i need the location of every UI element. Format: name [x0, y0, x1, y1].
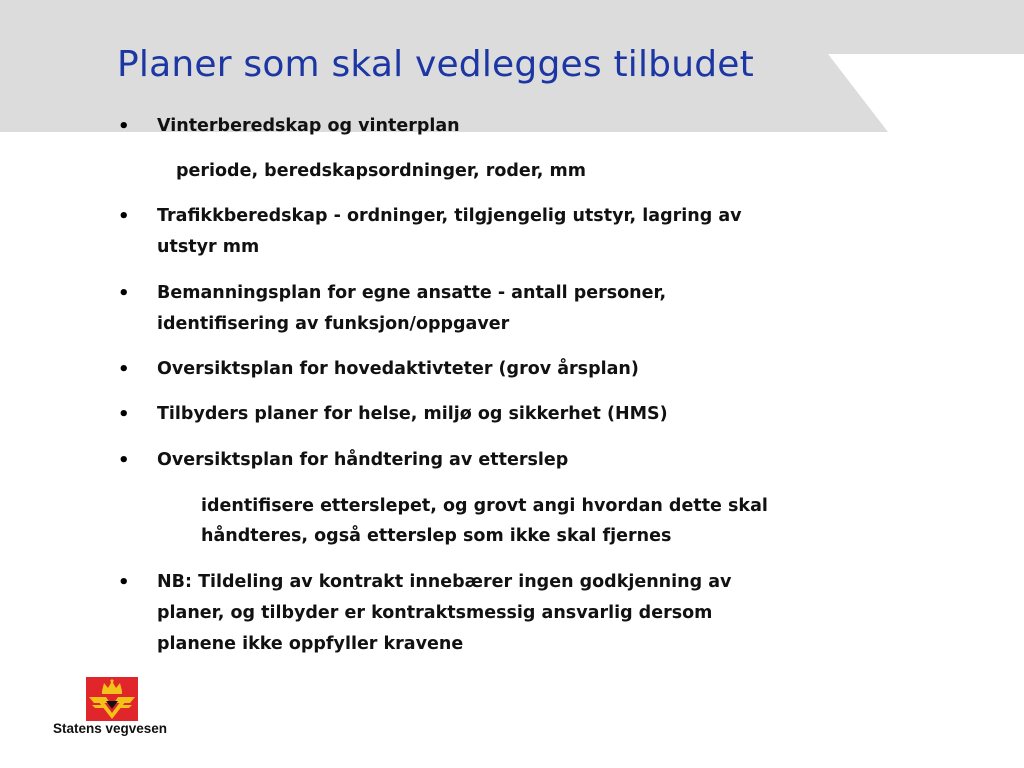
bullet-text: NB: Tildeling av kontrakt innebærer ingen godkjenning av: [157, 572, 732, 592]
bullet-text-cont: identifisering av funksjon/oppgaver: [157, 314, 510, 334]
sub-item-text-cont: håndteres, også etterslep som ikke skal fjernes: [201, 526, 672, 546]
slide-title: Planer som skal vedlegges tilbudet: [117, 44, 754, 85]
bullet-marker: •: [118, 283, 130, 304]
sub-item-text: periode, beredskapsordninger, roder, mm: [176, 161, 587, 181]
bullet-text-cont: planene ikke oppfyller kravene: [157, 634, 464, 654]
bullet-marker: •: [118, 359, 130, 380]
bullet-marker: •: [118, 404, 130, 425]
bullet-text-cont: utstyr mm: [157, 237, 260, 257]
bullet-text: Bemanningsplan for egne ansatte - antall personer,: [157, 283, 667, 303]
statens-vegvesen-logo-icon: [86, 677, 138, 721]
bullet-text: Vinterberedskap og vinterplan: [157, 116, 460, 136]
sub-item-text: identifisere etterslepet, og grovt angi hvordan dette skal: [201, 496, 768, 516]
bullet-text: Oversiktsplan for håndtering av etterslep: [157, 450, 569, 470]
logo-text: Statens vegvesen: [53, 721, 168, 736]
bullet-marker: •: [118, 450, 130, 471]
bullet-text: Tilbyders planer for helse, miljø og sikkerhet (HMS): [157, 404, 668, 424]
bullet-text: Trafikkberedskap - ordninger, tilgjengelig utstyr, lagring av: [157, 206, 742, 226]
bullet-marker: •: [118, 572, 130, 593]
bullet-marker: •: [118, 116, 130, 137]
bullet-text-cont: planer, og tilbyder er kontraktsmessig ansvarlig dersom: [157, 603, 713, 623]
bullet-marker: •: [118, 206, 130, 227]
bullet-text: Oversiktsplan for hovedaktivteter (grov årsplan): [157, 359, 639, 379]
